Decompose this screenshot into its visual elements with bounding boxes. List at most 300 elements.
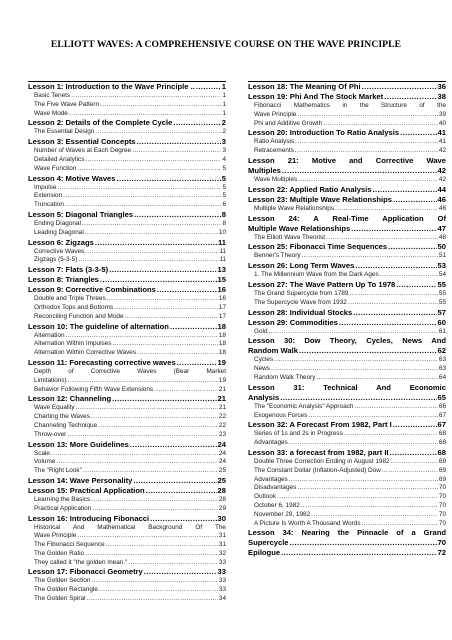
dot-leader: [177, 358, 217, 368]
page-number: 19: [218, 376, 226, 384]
page-number: 3: [221, 137, 226, 147]
entry-continuation: [248, 224, 446, 234]
dot-leader: [295, 138, 438, 147]
dot-leader: [85, 550, 218, 559]
toc-lesson-entry[interactable]: [248, 92, 446, 102]
dot-leader: [170, 322, 217, 332]
dot-leader: [351, 224, 436, 234]
toc-lesson-entry[interactable]: [248, 185, 446, 195]
toc-sub-entry[interactable]: [28, 467, 226, 476]
entry-title: The Constant Dollar (Inflation-Adjusted) Dow: [254, 466, 381, 474]
dot-leader: [87, 595, 218, 604]
toc-lesson-entry[interactable]: [248, 280, 446, 290]
toc-sub-entry[interactable]: [28, 128, 226, 137]
page-number: 1: [222, 109, 226, 117]
page-number: 21: [218, 385, 226, 393]
entry-title: Lesson 20: Introduction To Ratio Analysis: [248, 128, 400, 138]
page-number: 30: [217, 513, 226, 523]
toc-lesson-entry[interactable]: [28, 137, 226, 147]
toc-lesson-entry[interactable]: [28, 394, 226, 404]
dot-leader: [295, 147, 438, 156]
toc-sub-entry[interactable]: [28, 413, 226, 422]
dot-leader: [95, 238, 217, 248]
toc-sub-entry[interactable]: [248, 467, 446, 476]
page-number: 46: [438, 204, 446, 212]
dot-leader: [106, 541, 218, 550]
toc-sub-entry[interactable]: [28, 313, 226, 322]
page-number: 61: [438, 327, 446, 335]
toc-sub-entry[interactable]: [248, 290, 446, 299]
toc-lesson-entry[interactable]: [28, 82, 226, 92]
dot-leader: [71, 92, 221, 101]
dot-leader: [308, 412, 438, 421]
page-number: 2: [221, 118, 226, 128]
dot-leader: [290, 538, 437, 548]
dot-leader: [297, 111, 438, 120]
page-number: 67: [437, 420, 446, 430]
toc-sub-entry[interactable]: [248, 271, 446, 280]
page-number: 23: [218, 430, 226, 438]
page-number: 19: [217, 357, 226, 367]
entry-title: The "Right Look": [34, 467, 82, 475]
page-number: 65: [437, 392, 446, 402]
toc-sub-entry[interactable]: [28, 340, 226, 349]
toc-sub-entry[interactable]: [248, 234, 446, 243]
dot-leader: [400, 128, 436, 138]
toc-lesson-entry[interactable]: [28, 285, 226, 295]
toc-sub-entry[interactable]: [248, 205, 446, 214]
toc-sub-entry[interactable]: [28, 192, 226, 201]
dot-leader: [114, 304, 218, 313]
entry-title: Lesson 4: Motive Waves: [28, 173, 116, 183]
dot-leader: [65, 201, 221, 210]
page-number: 57: [437, 307, 446, 317]
page-number: 16: [218, 295, 226, 303]
entry-title: Exogenous Forces: [254, 411, 308, 419]
entry-title: Lesson 13: More Guidelines: [28, 439, 129, 449]
toc-sub-entry[interactable]: [28, 201, 226, 210]
entry-title: Lesson 26: Long Term Waves: [248, 261, 355, 271]
page-number: 24: [217, 439, 226, 449]
toc-sub-entry[interactable]: [248, 484, 446, 493]
toc-sub-entry[interactable]: [248, 102, 446, 120]
entry-title: Lesson 25: Fibonacci Time Sequences: [248, 242, 388, 252]
toc-sub-entry[interactable]: [28, 431, 226, 440]
toc-sub-entry[interactable]: [248, 120, 446, 129]
entry-title-line: Lesson 30: Dow Theory, Cycles, News And: [248, 336, 446, 346]
entry-title: Lesson 2: Details of the Complete Cycle: [28, 118, 173, 128]
toc-lesson-entry[interactable]: [248, 318, 446, 328]
dot-leader: [63, 192, 221, 201]
page-number: 70: [438, 510, 446, 518]
page-number: 8: [221, 209, 226, 219]
entry-title: Random Walk Theory: [254, 373, 316, 381]
toc-sub-entry[interactable]: [248, 430, 446, 439]
entry-title: Disadvantages: [254, 484, 297, 492]
entry-title: Wave Equality: [34, 404, 75, 412]
toc-sub-entry[interactable]: [248, 403, 446, 412]
dot-leader: [117, 174, 221, 184]
dot-leader: [69, 110, 222, 119]
page-number: 17: [218, 312, 226, 320]
dot-leader: [282, 166, 437, 176]
dot-leader: [302, 252, 438, 261]
toc-sub-entry[interactable]: [28, 386, 226, 395]
toc-sub-entry[interactable]: [28, 422, 226, 431]
entry-title: A Picture Is Worth A Thousand Words: [254, 519, 361, 527]
page-number: 53: [437, 261, 446, 271]
entry-title-line: Lesson 21: Motive and Corrective Wave: [248, 155, 446, 165]
toc-lesson-entry[interactable]: [28, 567, 226, 577]
toc-sub-entry[interactable]: [248, 365, 446, 374]
dot-leader: [382, 467, 438, 476]
entry-title: Channeling Technique: [34, 421, 98, 429]
page-number: 38: [437, 92, 446, 101]
page-number: 68: [437, 447, 446, 457]
toc-lesson-entry[interactable]: [248, 448, 446, 458]
toc-lesson-entry[interactable]: [248, 548, 446, 558]
toc-lesson-entry[interactable]: [248, 242, 446, 252]
dot-leader: [281, 548, 436, 558]
toc-sub-entry[interactable]: [28, 577, 226, 586]
entry-title: Outlook: [254, 493, 277, 501]
page-number: 18: [218, 340, 226, 348]
page-number: 64: [438, 373, 446, 381]
toc-sub-entry[interactable]: [248, 147, 446, 156]
dot-leader: [100, 101, 221, 110]
entry-title: Retracements: [254, 147, 294, 155]
toc-sub-entry[interactable]: [28, 229, 226, 238]
toc-sub-entry[interactable]: [28, 304, 226, 313]
page-number: 5: [222, 183, 226, 191]
toc-sub-entry[interactable]: [248, 374, 446, 383]
page-number: 40: [438, 119, 446, 127]
page-number: 11: [219, 247, 226, 255]
page-number: 10: [218, 228, 226, 236]
toc-lesson-entry[interactable]: [248, 156, 446, 176]
entry-title-line: Fibonacci Mathematics in the Structure of the: [254, 102, 446, 109]
dot-leader: [66, 332, 218, 341]
dot-leader: [68, 377, 218, 386]
toc-sub-entry[interactable]: [248, 458, 446, 467]
page-number: 67: [438, 411, 446, 419]
entry-continuation: [254, 111, 446, 120]
toc-sub-entry[interactable]: [28, 541, 226, 550]
entry-title: Lesson 14: Wave Personality: [28, 475, 133, 485]
dot-leader: [297, 484, 438, 493]
toc-sub-entry[interactable]: [248, 502, 446, 511]
toc-lesson-entry[interactable]: [28, 265, 226, 275]
entry-title: The Fibonacci Sequence: [34, 541, 105, 549]
entry-title: Lesson 27: The Wave Pattern Up To 1978: [248, 279, 396, 289]
entry-title: Impulse: [34, 183, 57, 191]
dot-leader: [373, 185, 437, 195]
page-number: 5: [222, 192, 226, 200]
dot-leader: [384, 92, 436, 102]
toc-sub-entry[interactable]: [248, 252, 446, 261]
toc-lesson-entry[interactable]: [248, 214, 446, 234]
toc-sub-entry[interactable]: [28, 368, 226, 386]
entry-title: Lesson 3: Essential Concepts: [28, 137, 136, 147]
entry-title: Benner's Theory: [254, 252, 301, 260]
page-number: 6: [222, 201, 226, 209]
entry-title-line: Multiple Wave Relationships: [248, 223, 351, 233]
toc-sub-entry[interactable]: [248, 520, 446, 529]
page-number: 42: [438, 147, 446, 155]
dot-leader: [277, 493, 438, 502]
dot-leader: [393, 195, 437, 205]
toc-sub-entry[interactable]: [248, 439, 446, 448]
entry-continuation: [248, 538, 446, 548]
page-number: 3: [222, 147, 226, 155]
entry-title: Wave Multiples: [254, 175, 298, 183]
dot-leader: [316, 374, 437, 383]
toc-lesson-entry[interactable]: [248, 336, 446, 356]
dot-leader: [107, 295, 218, 304]
dot-leader: [98, 422, 218, 431]
toc-lesson-entry[interactable]: [28, 358, 226, 368]
toc-sub-entry[interactable]: [28, 550, 226, 559]
toc-sub-entry[interactable]: [28, 184, 226, 193]
dot-leader: [271, 365, 438, 374]
dot-leader: [390, 448, 437, 458]
toc-sub-entry[interactable]: [28, 101, 226, 110]
toc-sub-entry[interactable]: [28, 559, 226, 568]
page-number: 21: [218, 404, 226, 412]
entry-title: Lesson 32: A Forecast From 1982, Part I: [248, 420, 392, 430]
entry-title: Lesson 17: Fibonacci Geometry: [28, 567, 143, 577]
toc-sub-entry[interactable]: [28, 404, 226, 413]
page-number: 70: [438, 484, 446, 492]
entry-title: Lesson 19: Phi And The Stock Market: [248, 92, 384, 101]
entry-title: Advantages: [254, 475, 288, 483]
page-number: 70: [438, 519, 446, 527]
dot-leader: [77, 165, 221, 174]
dot-leader: [289, 476, 438, 485]
entry-title: Multiple Wave Relationships: [254, 204, 335, 212]
toc-sub-entry[interactable]: [28, 110, 226, 119]
dot-leader: [354, 403, 438, 412]
page-number: 24: [218, 449, 226, 457]
toc-lesson-entry[interactable]: [248, 308, 446, 318]
entry-title: Cycles: [254, 356, 274, 364]
toc-lesson-entry[interactable]: [28, 322, 226, 332]
toc-sub-entry[interactable]: [248, 476, 446, 485]
entry-title: Volume: [34, 458, 56, 466]
page-number: 31: [218, 532, 226, 540]
page-number: 39: [438, 110, 446, 118]
dot-leader: [362, 520, 438, 529]
toc-lesson-entry[interactable]: [248, 261, 446, 271]
page-number: 18: [217, 321, 226, 331]
entry-title: Lesson 22: Applied Ratio Analysis: [248, 184, 372, 194]
toc-sub-entry[interactable]: [28, 332, 226, 341]
page-number: 46: [437, 194, 446, 204]
page-number: 69: [438, 466, 446, 474]
page-number: 33: [218, 577, 226, 585]
toc-sub-entry[interactable]: [28, 256, 226, 265]
toc-lesson-entry[interactable]: [248, 528, 446, 548]
toc-sub-entry[interactable]: [28, 496, 226, 505]
entry-continuation: [248, 166, 446, 176]
toc-lesson-entry[interactable]: [248, 82, 446, 92]
entry-title: Lesson 28: Individual Stocks: [248, 307, 353, 317]
toc-lesson-entry[interactable]: [28, 210, 226, 220]
dot-leader: [344, 430, 438, 439]
page-number: 22: [218, 413, 226, 421]
toc-lesson-entry[interactable]: [28, 174, 226, 184]
entry-title: Extension: [34, 192, 63, 200]
toc-lesson-entry[interactable]: [28, 486, 226, 496]
toc-lesson-entry[interactable]: [28, 514, 226, 524]
dot-leader: [280, 393, 436, 403]
toc-lesson-entry[interactable]: [248, 420, 446, 430]
entry-title-line: Wave Principle: [254, 110, 297, 118]
dot-leader: [335, 205, 438, 214]
toc-sub-entry[interactable]: [28, 595, 226, 604]
page-number: 25: [217, 475, 226, 485]
entry-title: Number of Waves at Each Degree: [34, 147, 132, 155]
dot-leader: [85, 229, 218, 238]
toc-sub-entry[interactable]: [248, 511, 446, 520]
toc-sub-entry[interactable]: [248, 412, 446, 421]
dot-leader: [391, 458, 438, 467]
dot-leader: [150, 514, 216, 524]
entry-title: Ratio Analysis: [254, 138, 295, 146]
dot-leader: [299, 346, 437, 356]
dot-leader: [350, 290, 438, 299]
page-number: 13: [217, 265, 226, 275]
page-number: 66: [438, 402, 446, 410]
toc-sub-entry[interactable]: [28, 586, 226, 595]
toc-sub-entry[interactable]: [28, 248, 226, 257]
entry-title-line: Analysis: [248, 392, 280, 402]
page-number: 54: [438, 271, 446, 279]
toc-lesson-entry[interactable]: [248, 128, 446, 138]
page-number: 1: [221, 82, 226, 91]
page-number: 32: [218, 549, 226, 557]
toc-sub-entry[interactable]: [28, 92, 226, 101]
toc-sub-entry[interactable]: [28, 156, 226, 165]
entry-title: The Golden Ratio: [34, 549, 85, 557]
page-number: 50: [437, 242, 446, 252]
toc-lesson-entry[interactable]: [28, 118, 226, 128]
page-number: 11: [219, 256, 226, 264]
toc-sub-entry[interactable]: [28, 458, 226, 467]
dot-leader: [137, 137, 221, 147]
entry-title-line: Lesson 34: Nearing the Pinnacle of a Grand: [248, 528, 446, 538]
toc-sub-entry[interactable]: [248, 328, 446, 337]
page-number: 8: [222, 219, 226, 227]
entry-title: The Grand Supercycle from 1789: [254, 289, 349, 297]
toc-sub-entry[interactable]: [248, 176, 446, 185]
dot-leader: [362, 82, 437, 92]
dot-leader: [311, 511, 438, 520]
toc-sub-entry[interactable]: [248, 356, 446, 365]
dot-leader: [128, 559, 218, 568]
entry-title: Lesson 7: Flats (3-3-5): [28, 265, 109, 275]
dot-leader: [99, 586, 218, 595]
toc-lesson-entry[interactable]: [248, 195, 446, 205]
entry-title-line: Wave Principle: [34, 532, 77, 540]
entry-title: Behavior Following Fifth Wave Extensions: [34, 385, 154, 393]
entry-title: Gold: [254, 327, 268, 335]
dot-leader: [173, 118, 220, 128]
toc-lesson-entry[interactable]: [248, 383, 446, 403]
dot-leader: [393, 420, 437, 430]
entry-title: The Elliott Wave Theorist: [254, 233, 326, 241]
page-number: 18: [218, 349, 226, 357]
dot-leader: [353, 308, 436, 318]
entry-title: Reconciling Function and Mode: [34, 312, 124, 320]
toc-sub-entry[interactable]: [28, 524, 226, 542]
dot-leader: [78, 256, 218, 265]
page-number: 17: [218, 303, 226, 311]
page-number: 48: [438, 233, 446, 241]
dot-leader: [67, 431, 218, 440]
toc-sub-entry[interactable]: [248, 493, 446, 502]
entry-title-line: Limitations): [34, 376, 67, 384]
entry-title-line: Lesson 31: Technical And Economic: [248, 382, 446, 392]
toc-sub-entry[interactable]: [248, 299, 446, 308]
dot-leader: [125, 313, 218, 322]
page-number: 18: [218, 331, 226, 339]
entry-title: Truncation: [34, 201, 64, 209]
dot-leader: [51, 450, 218, 459]
page-number: 33: [218, 586, 226, 594]
entry-title: Alternation Within Corrective Waves: [34, 349, 137, 357]
dot-leader: [77, 532, 218, 541]
entry-title: Lesson 23: Multiple Wave Relationships: [248, 194, 393, 204]
entry-title: Practical Application: [34, 504, 92, 512]
toc-lesson-entry[interactable]: [28, 440, 226, 450]
toc-sub-entry[interactable]: [28, 450, 226, 459]
entry-title: Lesson 16: Introducing Fibonacci: [28, 513, 150, 523]
dot-leader: [133, 476, 216, 486]
entry-title-line: Supercycle: [248, 538, 289, 548]
page-number: 42: [437, 165, 446, 175]
toc-lesson-entry[interactable]: [28, 476, 226, 486]
toc-sub-entry[interactable]: [28, 220, 226, 229]
toc-sub-entry[interactable]: [28, 295, 226, 304]
toc-sub-entry[interactable]: [28, 147, 226, 156]
page-title: ELLIOTT WAVES: A COMPREHENSIVE COURSE ON THE WAVE PRINCIPLE: [50, 39, 402, 50]
dot-leader: [196, 82, 221, 92]
entry-title: Throw-over: [34, 430, 67, 438]
page-number: 70: [438, 501, 446, 509]
toc-sub-entry[interactable]: [28, 349, 226, 358]
dot-leader: [91, 413, 218, 422]
entry-title: They called it "the golden mean.": [34, 558, 128, 566]
toc-lesson-entry[interactable]: [28, 275, 226, 285]
toc-column-right: [248, 81, 446, 558]
dot-leader: [85, 248, 218, 257]
dot-leader: [109, 265, 216, 275]
page-number: 34: [218, 595, 226, 603]
entry-title: Double Three Correction Ending in August 1982: [254, 457, 390, 465]
page-number: 72: [437, 548, 446, 558]
toc-sub-entry[interactable]: [28, 505, 226, 514]
toc-sub-entry[interactable]: [248, 138, 446, 147]
toc-lesson-entry[interactable]: [28, 238, 226, 248]
page-number: 21: [217, 394, 226, 404]
toc-sub-entry[interactable]: [28, 165, 226, 174]
page-number: 1: [222, 92, 226, 99]
entry-continuation: [248, 346, 446, 356]
page-number: 22: [218, 421, 226, 429]
dot-leader: [146, 486, 217, 496]
page-number: 70: [437, 538, 446, 548]
